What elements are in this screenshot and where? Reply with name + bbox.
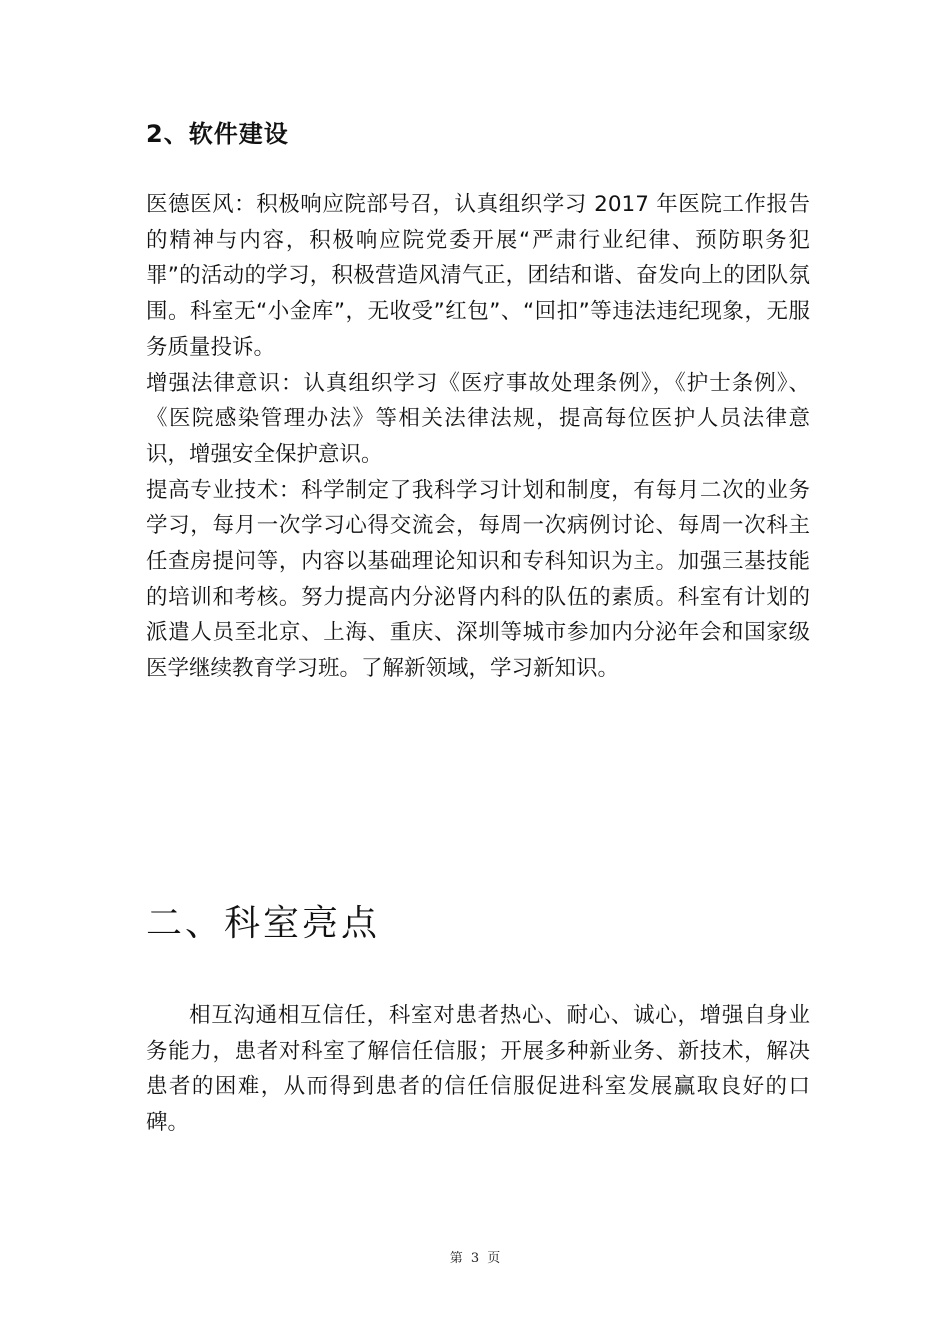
- section-heading-software-construction: 2、软件建设: [146, 120, 289, 148]
- paragraph-medical-ethics: 医德医风：积极响应院部号召，认真组织学习 2017 年医院工作报告的精神与内容，积极响应院党委开展“严肃行业纪律、预防职务犯罪”的活动的学习，积极营造风清气正，团结和谐、奋发向上的团队氛围。科室无“小金库”，无收受”红包”、“回扣”等违法违纪现象，无服务质量投诉。: [146, 192, 810, 360]
- section-heading-department-highlights: 二、科室亮点: [146, 903, 381, 944]
- page-number-footer: 第 3 页: [449, 1251, 501, 1266]
- software-construction-body: [146, 187, 810, 687]
- paragraph-legal-awareness: 增强法律意识：认真组织学习《医疗事故处理条例》，《护士条例》、《医院感染管理办法》等相关法律法规，提高每位医护人员法律意识，增强安全保护意识。: [146, 370, 810, 467]
- department-highlights-body: [146, 998, 810, 1141]
- paragraph-highlights: 相互沟通相互信任，科室对患者热心、耐心、诚心，增强自身业务能力，患者对科室了解信任信服；开展多种新业务、新技术，解决患者的困难，从而得到患者的信任信服促进科室发展赢取良好的口碑。: [146, 1003, 810, 1136]
- paragraph-professional-skills: 提高专业技术：科学制定了我科学习计划和制度，有每月二次的业务学习，每月一次学习心得交流会，每周一次病例讨论、每周一次科主任查房提问等，内容以基础理论知识和专科知识为主。加强三基技能的培训和考核。努力提高内分泌肾内科的队伍的素质。科室有计划的派遣人员至北京、上海、重庆、深圳等城市参加内分泌年会和国家级医学继续教育学习班。了解新领域，学习新知识。: [146, 477, 810, 682]
